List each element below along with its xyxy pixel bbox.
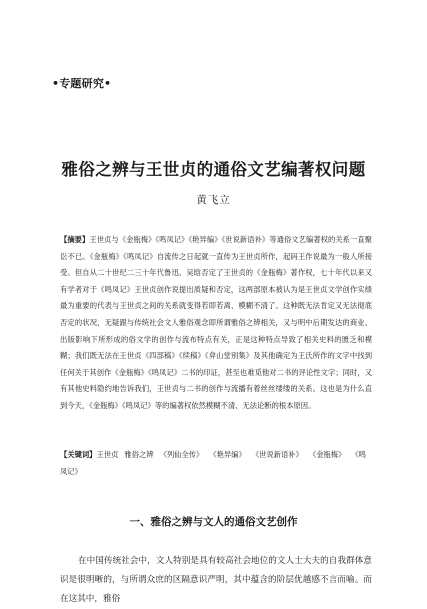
author-name: 黄飞立 bbox=[196, 194, 231, 206]
section-heading: 一、雅俗之辨与文人的通俗文艺创作 bbox=[129, 516, 298, 528]
keywords bbox=[60, 447, 372, 480]
abstract-text: 王世贞与《金瓶梅》《鸣凤记》《艳异编》《世说新语补》等通俗文艺编著权的关系一直聚讼不已。《金瓶梅》《鸣凤记》自流传之日起就一直传为王世贞所作，起码王作说最为一般人所接受。但自从二十世纪二三十年代鲁迅、吴晗否定了王世贞的《金瓶梅》著作权，七十年代以来又有学者对于《鸣凤记》王世贞创作说提出质疑和否定，这两部原本被认为是王世贞文学创作实绩最为重要的代表与王世贞之间的关系就变得若即若离、模糊不清了。这种既无法肯定又无法彻底否定的状况，无疑跟与传统社会文人雅俗观念即所谓雅俗之辨相关，又与明中后期发达的商业、出版影响下所形成的俗文学的创作与流布特点有关，正是这种特点导致了相关史料的匮乏和模糊；我们既无法在王世贞《四部稿》《续稿》《弇山堂别集》及其他确定为王氏所作的文字中找到任何关于其创作《金瓶梅》《鸣凤记》二书的印证，甚至也难觅他对二书的评论性文字；同时，又有其他史料隐约地告诉我们，王世贞与二书的创作与流播有着丝丝缕缕的关系。这也是为什么直到今天，《金瓶梅》《鸣凤记》等的编著权依然模糊不清、无法论断的根本原因。 bbox=[60, 235, 372, 410]
keyword-item: 《列仙全传》 bbox=[159, 450, 204, 459]
section-tag: •专题研究• bbox=[52, 77, 112, 90]
body-paragraph: 在中国传统社会中，文人特别是具有较高社会地位的文人士大夫的自我群体意识是很明晰的，与所谓众庶的区隔意识严明，其中蕴含的阶层优越感不言而喻。而在这其中，雅俗 bbox=[60, 556, 372, 604]
article-title: 雅俗之辨与王世贞的通俗文艺编著权问题 bbox=[61, 160, 366, 179]
keyword-item: 《金瓶梅》 bbox=[308, 450, 346, 459]
abstract-label: 【摘要】 bbox=[60, 235, 90, 244]
keyword-item: 《艳异编》 bbox=[209, 450, 246, 459]
keywords-label: 【关键词】 bbox=[60, 450, 97, 459]
keyword-item: 雅俗之辨 bbox=[124, 450, 154, 459]
keyword-item: 《世说新语补》 bbox=[251, 450, 303, 459]
abstract bbox=[60, 232, 372, 415]
keyword-item: 王世贞 bbox=[96, 450, 119, 459]
keyword-item: 《鸣凤记》 bbox=[60, 450, 366, 476]
